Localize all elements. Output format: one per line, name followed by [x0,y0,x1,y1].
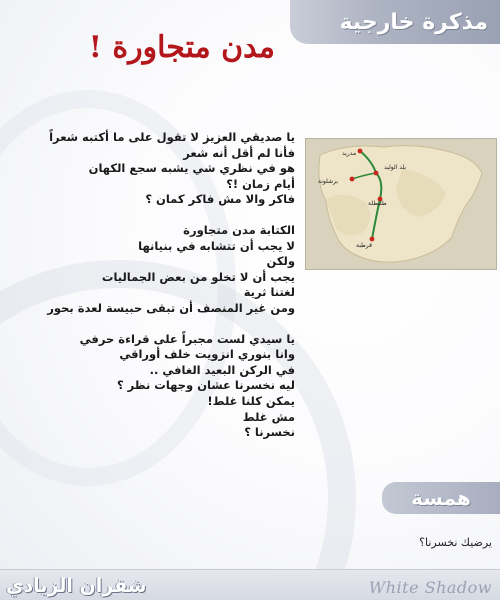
poem-line: يمكن كلنا غلط! [207,393,295,408]
map-label: قرطبة [356,242,372,249]
poem-line: وانا بنوري انزويت خلف أوراقي [119,347,295,362]
map-label: بلد الوليد [384,164,407,171]
poem-line: فأنا لم أقل أنه شعر [183,145,295,160]
whisper-bar [382,482,500,514]
map-label: مدريد [342,150,357,157]
poem-line: يجب أن لا تخلو من بعض الجماليات [101,269,295,284]
author-name: شقران الزيادي [6,575,147,597]
poem [5,130,295,456]
poem-line: ولكن [266,254,295,269]
poem-line: الكتابة مدن متجاورة [183,222,295,237]
map-label: طليطلة [368,200,387,207]
map-image [305,138,497,270]
iberia-map-graphic [306,139,496,269]
whisper-text: يرضيك نخسرنا؟ [419,536,492,549]
poem-line: مش غلط [242,409,295,424]
poem-line: لا يجب أن تتشابه في بنيانها [138,238,295,253]
poem-line: أيام زمان !؟ [226,176,295,191]
stanza [5,130,295,208]
signature: White Shadow [368,578,492,597]
poem-line: هو في نظري شي يشبه سجع الكهان [88,161,295,176]
poem-line: نخسرنا ؟ [244,425,295,440]
stanza [5,223,295,317]
page-title: مدن متجاورة ! [88,30,275,65]
poem-line: ليه نخسرنا عشان وجهات نظر ؟ [116,378,295,393]
header-bar [290,0,500,44]
whisper-title: همسة [411,486,471,510]
poem-line: في الركن البعيد الغافي .. [149,362,295,377]
poem-line: يا صديقي العزيز لا تقول على ما أكتبه شعراً [49,130,295,144]
poem-line: لغتنا ثرية [243,285,295,300]
header-title: مذكرة خارجية [339,9,488,35]
stanza [5,332,295,441]
poem-line: فاكر والا مش فاكر كمان ؟ [145,192,295,207]
poem-line: يا سيدي لست مجبراً على قراءة حرفي [79,331,295,346]
map-label: برشلونة [318,178,338,185]
poem-line: ومن غير المنصف أن تبقى حبيسة لعدة بحور [47,300,295,315]
